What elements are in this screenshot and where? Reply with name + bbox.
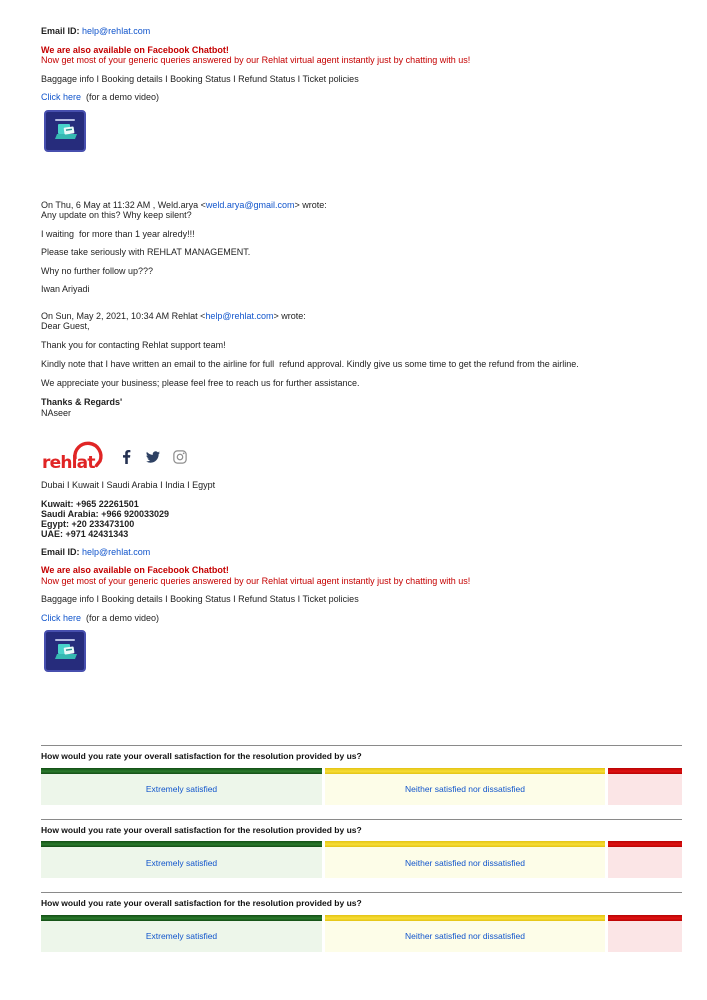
survey-question: How would you rate your overall satisfaction for the resolution provided by us? [41, 824, 362, 835]
chatbot-subtitle: Now get most of your generic queries answered by our Rehlat virtual agent instantly just by chatting with us! [41, 55, 471, 65]
reply-header-prefix: On Thu, 6 May at 11:32 AM , Weld.arya < [41, 199, 206, 210]
email-id-label: Email ID: [41, 26, 80, 36]
customer-line-4: Why no further follow up??? [41, 265, 154, 276]
support-line-1: Thank you for contacting Rehlat support team! [41, 339, 226, 350]
demo-video-line [41, 92, 682, 103]
customer-email-link[interactable]: weld.arya@gmail.com [205, 199, 295, 210]
thumb-laptop-base [55, 134, 77, 139]
brand-row [41, 431, 682, 473]
svg-text:rehlat: rehlat [42, 453, 95, 473]
customer-reply-header [41, 200, 682, 211]
survey-option-extremely-satisfied[interactable] [41, 841, 322, 878]
survey-option-label [608, 921, 682, 952]
demo-video-thumbnail[interactable] [44, 630, 86, 672]
email-id-line [41, 26, 682, 37]
survey-option-neither[interactable] [325, 768, 605, 805]
phone-egypt: Egypt: +20 233473100 [41, 518, 135, 529]
phone-list [41, 499, 682, 539]
survey-option-label: Extremely satisfied [41, 921, 322, 952]
survey-block-2 [41, 819, 682, 879]
customer-line-2: I waiting for more than 1 year alredy!!! [41, 228, 195, 239]
phone-uae: UAE: +971 42431343 [41, 528, 129, 539]
survey-option-label [608, 847, 682, 878]
survey-divider [41, 745, 682, 746]
support-agent-name: NAseer [41, 407, 72, 418]
thumb-laptop-base [55, 654, 77, 659]
demo-video-thumbnail[interactable] [44, 110, 86, 152]
instagram-icon[interactable] [173, 450, 187, 464]
survey-section [41, 745, 682, 952]
survey-option-dissatisfied[interactable] [608, 915, 682, 952]
countries-line: Dubai I Kuwait I Saudi Arabia I India I Egypt [41, 480, 216, 490]
twitter-icon[interactable] [146, 450, 160, 464]
services-line: Baggage info I Booking details I Booking Status I Refund Status I Ticket policies [41, 73, 359, 84]
click-here-link[interactable]: Click here [41, 612, 82, 623]
support-line-3: We appreciate your business; please feel free to reach us for further assistance. [41, 377, 360, 388]
survey-options-row [41, 768, 682, 805]
survey-option-label: Neither satisfied nor dissatisfied [325, 847, 605, 878]
survey-divider [41, 892, 682, 893]
thumb-caption-bar [55, 639, 75, 641]
survey-option-neither[interactable] [325, 915, 605, 952]
survey-block-3 [41, 892, 682, 952]
support-regards: Thanks & Regards' [41, 397, 123, 407]
customer-signature: Iwan Ariyadi [41, 284, 90, 294]
demo-video-note: (for a demo video) [81, 612, 160, 623]
survey-block-1 [41, 745, 682, 805]
survey-option-label [608, 774, 682, 805]
survey-option-neither[interactable] [325, 841, 605, 878]
customer-line-3: Please take seriously with REHLAT MANAGEMENT. [41, 247, 251, 257]
support-reply [41, 311, 682, 419]
thumb-ticket [64, 126, 75, 134]
thumb-ticket [64, 646, 75, 654]
survey-divider [41, 819, 682, 820]
survey-question: How would you rate your overall satisfaction for the resolution provided by us? [41, 751, 362, 761]
email-id-line [41, 547, 682, 558]
support-reply-header [41, 311, 682, 322]
support-email-link[interactable]: help@rehlat.com [82, 546, 151, 557]
survey-option-label: Neither satisfied nor dissatisfied [325, 774, 605, 805]
phone-saudi: Saudi Arabia: +966 920033029 [41, 508, 170, 519]
survey-option-dissatisfied[interactable] [608, 841, 682, 878]
click-here-link[interactable]: Click here [41, 92, 82, 102]
support-email-link[interactable]: help@rehlat.com [82, 26, 151, 36]
social-icons [119, 450, 187, 464]
rehlat-logo [41, 431, 107, 473]
demo-video-line [41, 613, 682, 624]
survey-question: How would you rate your overall satisfaction for the resolution provided by us? [41, 898, 362, 908]
survey-option-dissatisfied[interactable] [608, 768, 682, 805]
support-greeting: Dear Guest, [41, 321, 90, 331]
phone-kuwait: Kuwait: +965 22261501 [41, 498, 139, 509]
demo-video-note: (for a demo video) [81, 92, 160, 102]
facebook-icon[interactable] [119, 450, 133, 464]
survey-option-label: Extremely satisfied [41, 847, 322, 878]
support-line-2: Kindly note that I have written an email to the airline for full refund approval. Kindly give us some time to get the refund from the airline. [41, 359, 579, 369]
customer-line-1: Any update on this? Why keep silent? [41, 210, 192, 220]
support-header-prefix: On Sun, May 2, 2021, 10:34 AM Rehlat < [41, 310, 206, 321]
customer-reply [41, 200, 682, 295]
survey-option-label: Extremely satisfied [41, 774, 322, 805]
chatbot-title: We are also available on Facebook Chatbot! [41, 565, 229, 575]
survey-option-extremely-satisfied[interactable] [41, 915, 322, 952]
chatbot-subtitle: Now get most of your generic queries answered by our Rehlat virtual agent instantly just by chatting with us! [41, 575, 471, 586]
survey-option-label: Neither satisfied nor dissatisfied [325, 921, 605, 952]
reply-header-suffix: > wrote: [294, 199, 327, 210]
support-header-email-link[interactable]: help@rehlat.com [205, 310, 274, 321]
chatbot-title: We are also available on Facebook Chatbot! [41, 44, 229, 55]
services-line: Baggage info I Booking details I Booking Status I Refund Status I Ticket policies [41, 594, 359, 604]
survey-option-extremely-satisfied[interactable] [41, 768, 322, 805]
support-header-suffix: > wrote: [273, 310, 306, 321]
survey-options-row [41, 841, 682, 878]
survey-options-row [41, 915, 682, 952]
email-id-label: Email ID: [41, 546, 80, 557]
thumb-caption-bar [55, 119, 75, 121]
